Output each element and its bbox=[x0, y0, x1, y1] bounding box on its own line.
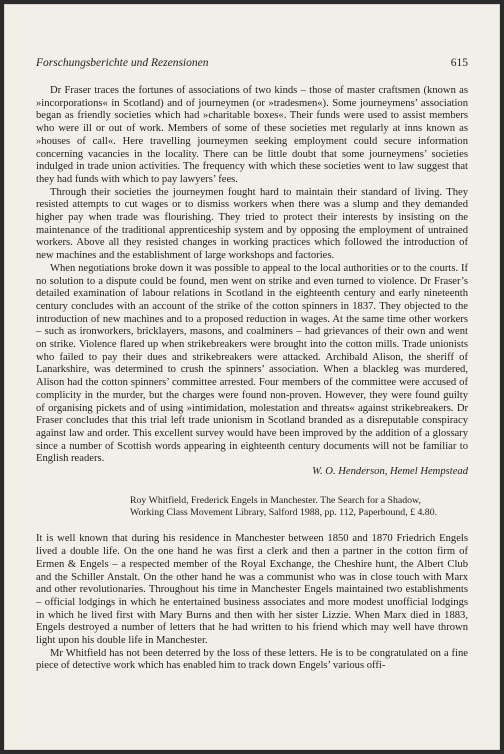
article-body bbox=[36, 85, 468, 673]
journal-section-title: Forschungsberichte und Rezensionen bbox=[36, 57, 209, 69]
review-signature: W. O. Henderson, Hemel Hempstead bbox=[312, 466, 468, 478]
document-page bbox=[4, 4, 500, 750]
running-header bbox=[36, 57, 468, 73]
citation-line: Roy Whitfield, Frederick Engels in Manchester. The Search for a Shadow, bbox=[130, 494, 421, 506]
paragraph: It is well known that during his residence in Manchester between 1850 and 1870 Friedrich Engels lived a double life. On the one hand he was first a clerk and then a partner in the cotton firm of Ermen & Engels – a respected member of the Royal Exchange, the Cheshire hunt, the Albert Club and the Schiller Anstalt. On the other hand he was a communist who was in close touch with Marx and other revolutionaries. Throughout his time in Manchester Engels maintained two establishments – official lodgings in which he entertained business associates and more modest unofficial lodgings in which he lived first with Mary Burns and then with her sister Lizzie. When Marx died in 1883, Engels destroyed a number of letters that he had written to his friend which may well have thrown light upon his double life in Manchester. bbox=[36, 533, 468, 647]
paragraph: Mr Whitfield has not been deterred by the loss of these letters. He is to be congratulated on a fine piece of detective work which has enabled him to track down Engels’ various offi- bbox=[36, 647, 468, 672]
page-number: 615 bbox=[450, 57, 468, 69]
review-citation bbox=[130, 495, 468, 520]
paragraph: When negotiations broke down it was possible to appeal to the local authorities or to the courts. If no solution to a dispute could be found, men went on strike and even turned to violence. Dr Fraser’s detailed examination of labour relations in Scotland in the eighteenth century and early nineteenth century concludes with an account of the strike of the cotton spinners in 1837. They objected to the introduction of new machines and to a proposed reduction in wages. At the same time other workers – such as ironworkers, bricklayers, masons, and coalminers – had grievances of their own and went on strike. Violence flared up when strikebreakers were brought into the cotton mills. Trade unionists who failed to pay their dues and strikebreakers were attacked. Archibald Alison, the sheriff of Lanarkshire, was determined to crush the spinners’ association. When a blackleg was murdered, Alison had the cotton spinners’ committee arrested. Four members of the committee were accused of complicity in the murder, but the charges were found non-proven. However, they were found guilty of organising pickets and of using »intimidation, molestation and threats« against strikebreakers. Dr Fraser concludes that this trial left trade unionism in Scotland branded as a disreputable conspiracy against law and order. This excellent survey would have been improved by the addition of a glossary since a number of Scottish words appearing in eighteenth century documents will not be familiar to English readers. bbox=[36, 262, 468, 465]
paragraph: Dr Fraser traces the fortunes of associations of two kinds – those of master craftsmen (known as »incorporations« in Scotland) and of journeymen (or »tradesmen«). Some journeymens’ association began as friendly societies which had »charitable boxes«. Their funds were used to assist members who were ill or out of work. Members of some of these societies met regularly at inns known as »houses of call«. Here travelling journeymen seeking employment could secure information concerning vacancies in the locality. There can be little doubt that some journeymens’ societies indulged in trade union activities. The frequency with which these societies went to law suggest that they had funds with which to pay lawyers’ fees. bbox=[36, 85, 468, 185]
paragraph: Through their societies the journeymen fought hard to maintain their standard of living. They resisted attempts to cut wages or to dismiss workers when there was a slump and they demanded higher pay when trade was flourishing. They tried to protect their interests by insisting on the maintenance of the traditional apprenticeship system and by opposing the employment of untrained workers. Above all they resisted changes in working practices which followed the introduction of new machines and the establishment of large workshops and factories. bbox=[36, 186, 468, 262]
citation-line: Working Class Movement Library, Salford 1988, pp. 112, Paperbound, £ 4.80. bbox=[130, 507, 438, 519]
